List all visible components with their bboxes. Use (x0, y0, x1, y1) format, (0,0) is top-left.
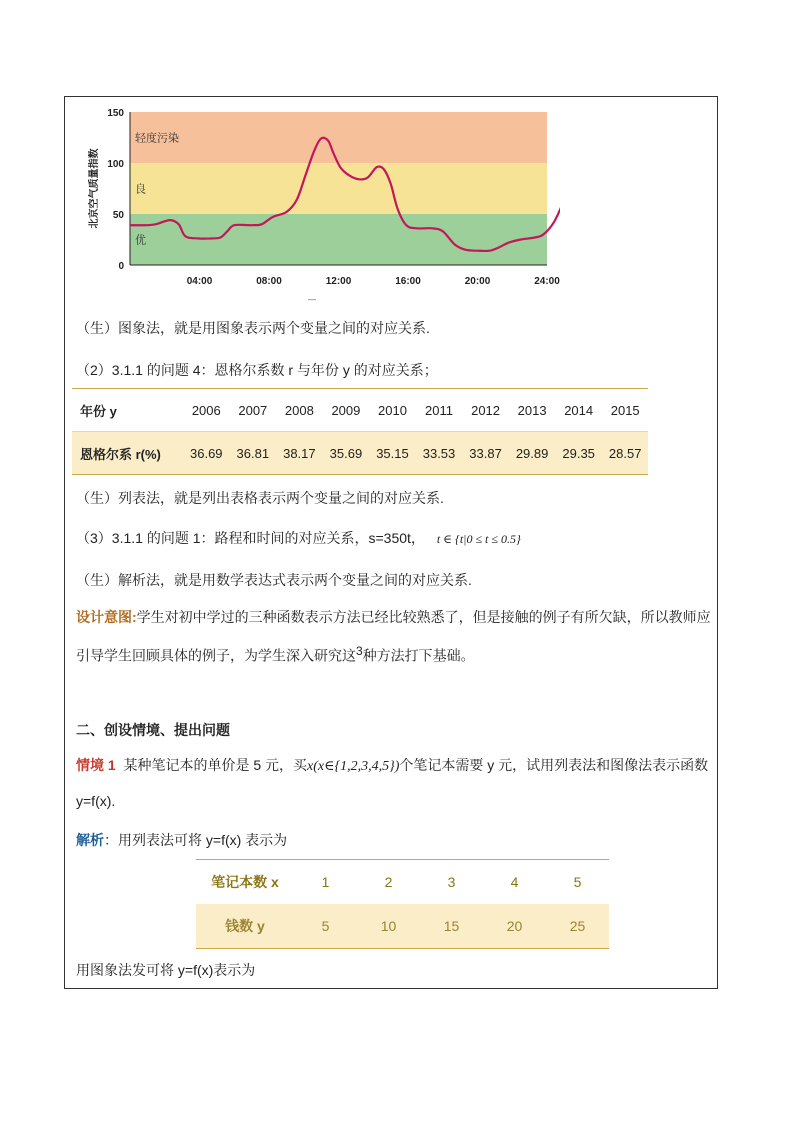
engel-table (72, 388, 648, 475)
engel-cell: 33.53 (416, 432, 463, 475)
band-0 (130, 112, 547, 163)
engel-cell: 36.69 (183, 432, 230, 475)
notebooks-cell: 3 (420, 860, 483, 905)
y-tick-label: 0 (118, 261, 124, 272)
y-tick-label: 150 (107, 108, 124, 119)
table-header-notebooks: 笔记本数 x (196, 860, 294, 905)
band-label: 优 (135, 234, 146, 247)
engel-cell: 36.81 (230, 432, 277, 475)
year-cell: 2007 (230, 389, 277, 432)
engel-cell: 29.35 (555, 432, 602, 475)
x-tick-label: 08:00 (256, 276, 282, 287)
situation-label: 情境 1 (76, 757, 116, 773)
y-tick-label: 50 (112, 210, 124, 221)
analysis-text: ：用列表法可将 y=f(x) 表示为 (104, 832, 288, 848)
year-cell: 2015 (602, 389, 649, 432)
notebooks-cell: 1 (294, 860, 357, 905)
money-cell: 20 (483, 904, 546, 949)
y-axis-label: 北京空气质量指数 (89, 148, 100, 229)
band-1 (130, 163, 547, 214)
text-list-method: （生）列表法，就是列出表格表示两个变量之间的对应关系. (76, 490, 444, 506)
section-heading: 二、创设情境、提出问题 (76, 722, 230, 738)
notebook-table (196, 859, 609, 949)
text-graph-notebook: 用图象法发可将 y=f(x)表示为 (76, 962, 256, 978)
year-cell: 2010 (369, 389, 416, 432)
x-tick-label: 12:00 (325, 276, 352, 287)
band-2 (130, 214, 547, 265)
year-cell: 2011 (416, 389, 463, 432)
chart-footnote: — (308, 295, 316, 304)
band-label: 轻度污染 (135, 132, 179, 145)
year-cell: 2014 (555, 389, 602, 432)
year-cell: 2013 (509, 389, 556, 432)
time-domain-formula: t ∈ {t|0 ≤ t ≤ 0.5} (436, 532, 521, 546)
question-1-text: （3）3.1.1 的问题 1：路程和时间的对应关系，s=350t， (76, 530, 425, 546)
table-header-year: 年份 y (72, 389, 183, 432)
notebooks-cell: 4 (483, 860, 546, 905)
situation-text-2: 个笔记本需要 y 元，试用列表法和图像法表示函数 y=f(x). (76, 757, 709, 809)
situation-math: x(x∈{1,2,3,4,5}) (307, 759, 400, 774)
money-cell: 25 (546, 904, 609, 949)
text-question-1 (76, 528, 521, 549)
analysis-line (76, 830, 287, 850)
x-tick-label: 20:00 (464, 276, 491, 287)
engel-cell: 38.17 (276, 432, 323, 475)
year-cell: 2008 (276, 389, 323, 432)
text-analytic-method: （生）解析法，就是用数学表达式表示两个变量之间的对应关系. (76, 572, 472, 588)
band-label: 良 (135, 183, 146, 196)
x-tick-label: 24:00 (534, 276, 560, 287)
y-tick-label: 100 (107, 159, 124, 170)
table-header-money: 钱数 y (196, 904, 294, 949)
x-tick-label: 04:00 (186, 276, 213, 287)
design-intent-text: 学生对初中学过的三种函数表示方法已经比较熟悉了，但是接触的例子有所欠缺，所以教师应引导学生回顾具体的例子，为学生深入研究这 (76, 609, 711, 664)
notebooks-cell: 2 (357, 860, 420, 905)
design-intent-number: 3 (356, 644, 363, 658)
engel-cell: 28.57 (602, 432, 649, 475)
year-cell: 2009 (323, 389, 370, 432)
year-cell: 2012 (462, 389, 509, 432)
design-intent-paragraph (76, 600, 716, 673)
design-intent-label: 设计意图: (76, 609, 137, 625)
year-cell: 2006 (183, 389, 230, 432)
money-cell: 5 (294, 904, 357, 949)
money-cell: 10 (357, 904, 420, 949)
notebooks-cell: 5 (546, 860, 609, 905)
money-cell: 15 (420, 904, 483, 949)
table-header-engel: 恩格尔系 r(%) (72, 432, 183, 475)
engel-cell: 35.69 (323, 432, 370, 475)
engel-cell: 29.89 (509, 432, 556, 475)
situation-text-1: 某种笔记本的单价是 5 元，买 (123, 757, 308, 773)
analysis-label: 解析 (76, 832, 104, 848)
air-quality-chart (80, 100, 560, 310)
situation-paragraph (76, 748, 716, 818)
x-tick-label: 16:00 (395, 276, 421, 287)
engel-cell: 33.87 (462, 432, 509, 475)
engel-cell: 35.15 (369, 432, 416, 475)
design-intent-tail: 种方法打下基础。 (362, 647, 475, 664)
text-question-4: （2）3.1.1 的问题 4：恩格尔系数 r 与年份 y 的对应关系； (76, 362, 438, 378)
text-graph-method: （生）图象法，就是用图象表示两个变量之间的对应关系. (76, 320, 430, 336)
